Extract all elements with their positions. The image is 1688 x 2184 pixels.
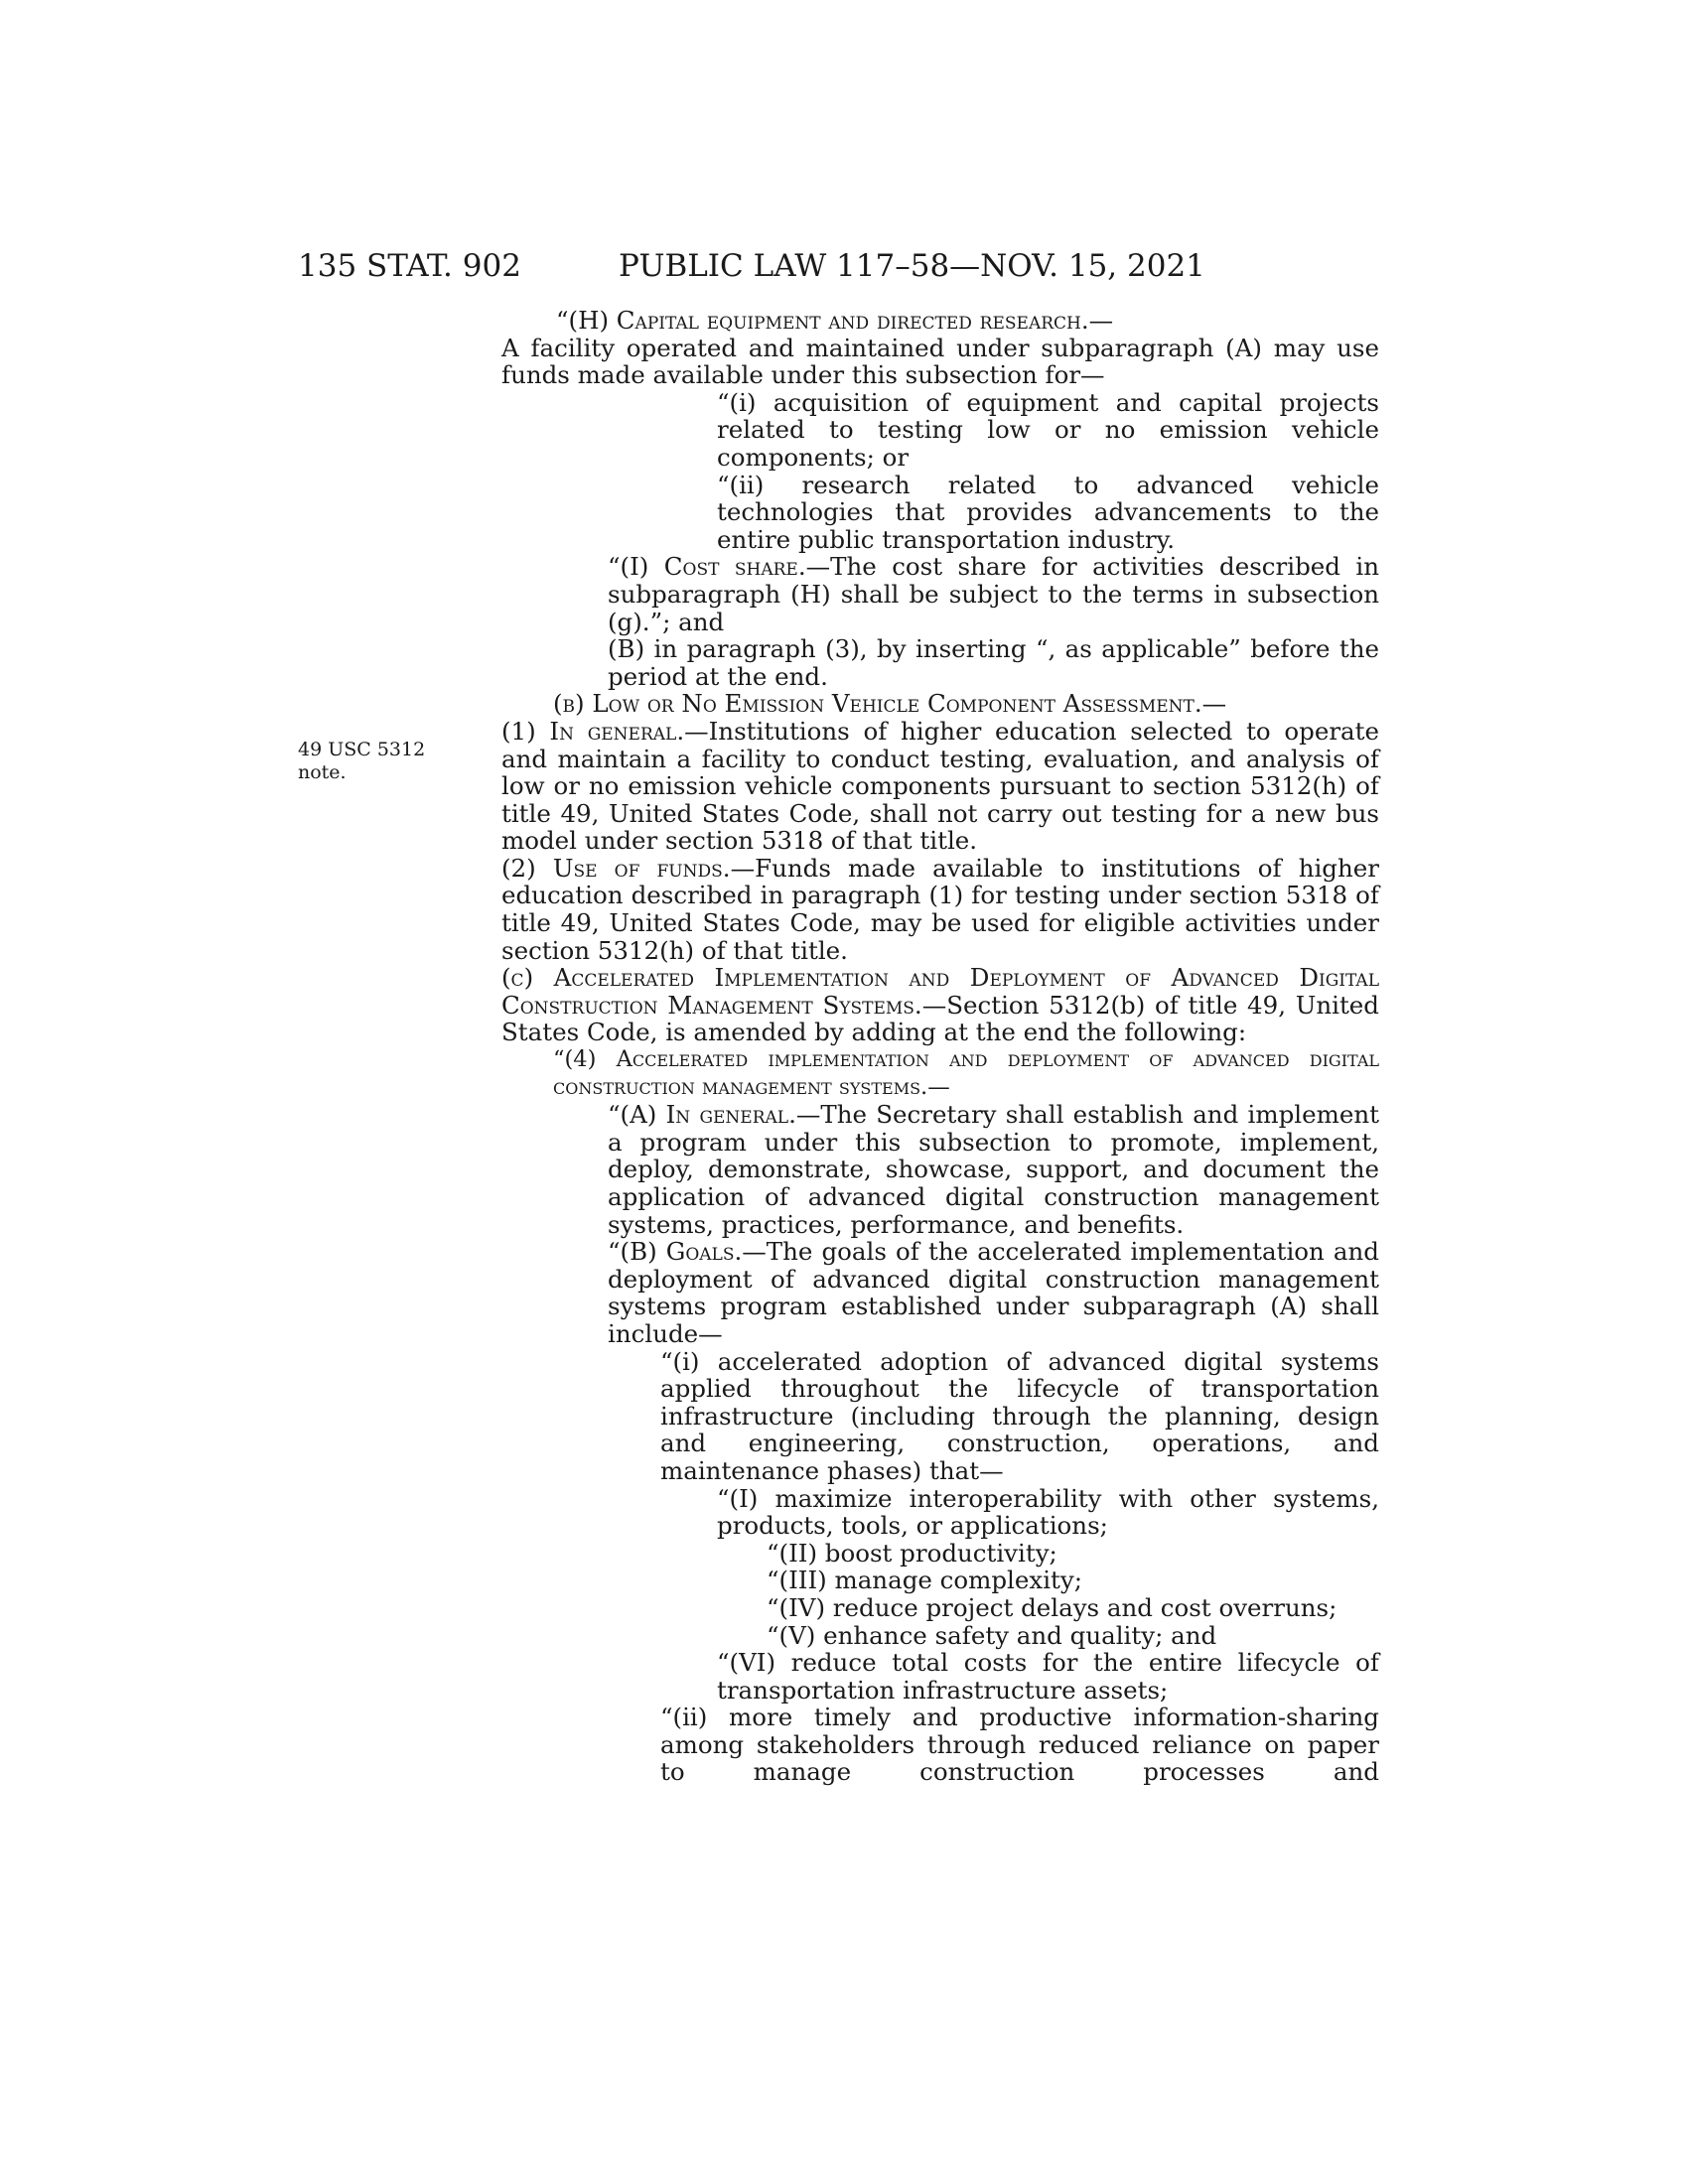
paragraph-b2 xyxy=(501,855,1379,964)
paragraph-b1 xyxy=(501,718,1379,855)
paragraph-text: “(V) enhance safety and quality; and xyxy=(767,1620,1217,1650)
paragraph-text: A facility operated and maintained under subparagraph (A) may use funds made available under this subsection for— xyxy=(501,333,1379,390)
paragraph-b-inserting xyxy=(608,635,1379,690)
paragraph-c4b-i xyxy=(660,1348,1379,1485)
paragraph-text: —Institutions of higher education selected to operate and maintain a facility to conduct testing, evaluation, and analysis of low or no emission vehicle components pursuant to section 5312(h) of title 49, United States Code, shall not carry out testing for a new bus model under section 5318 of that title. xyxy=(501,716,1379,856)
paragraph-c4a xyxy=(608,1101,1379,1238)
paragraph-c4b xyxy=(608,1238,1379,1347)
paragraph-text: “(ii) research related to advanced vehicle technologies that provides advancements to the entire public transportation industry. xyxy=(717,470,1379,554)
paragraph-heading: “(4) Accelerated implementation and deployment of advanced digital construction management systems.— xyxy=(553,1046,1379,1100)
margin-citation-line: note. xyxy=(298,761,347,783)
document-body xyxy=(0,307,1688,1786)
paragraph-text: “(i) acquisition of equipment and capital projects related to testing low or no emission vehicle components; or xyxy=(717,387,1379,472)
paragraph-h-ii xyxy=(717,472,1379,554)
paragraph-heading: “(B) Goals. xyxy=(608,1237,743,1267)
paragraph-h-body xyxy=(501,335,1379,389)
paragraph-text: —The cost share for activities described in subparagraph (H) shall be subject to the terms in subsection (g).”; and xyxy=(608,552,1379,636)
paragraph-c4-heading xyxy=(553,1046,1379,1101)
section-heading: (c) Accelerated Implementation and Deployment of Advanced Digital Construction Management Systems. xyxy=(501,963,1379,1020)
paragraph-heading: (1) In general. xyxy=(501,716,685,746)
paragraph-c4b-i-V xyxy=(767,1622,1379,1650)
paragraph-text: “(VI) reduce total costs for the entire lifecycle of transportation infrastructure assets; xyxy=(717,1648,1379,1705)
paragraph-text: —The Secretary shall establish and implement a program under this subsection to promote, implement, deploy, demonstrate, showcase, support, and document the application of advanced digital construction management systems, practices, performance, and benefits. xyxy=(608,1100,1379,1239)
paragraph-text: —Section 5312(b) of title 49, United States Code, is amended by adding at the end the following: xyxy=(501,990,1379,1047)
paragraph-heading: (2) Use of funds. xyxy=(501,853,731,883)
running-header: PUBLIC LAW 117–58—NOV. 15, 2021 xyxy=(619,248,1205,284)
paragraph-h-i xyxy=(717,389,1379,472)
paragraph-text: “(i) accelerated adoption of advanced digital systems applied throughout the lifecycle of transportation infrastructure (including through the planning, design and engineering, construction, operations, and maintenance phases) that— xyxy=(660,1346,1379,1485)
paragraph-text: “(IV) reduce project delays and cost overruns; xyxy=(767,1592,1337,1622)
paragraph-h-heading xyxy=(556,307,1379,335)
section-c xyxy=(501,964,1379,1046)
section-b-heading xyxy=(553,690,1379,718)
paragraph-c4b-i-IV xyxy=(767,1594,1379,1622)
margin-citation-line: 49 USC 5312 xyxy=(298,739,426,760)
paragraph-text: —The goals of the accelerated implementation and deployment of advanced digital construction management systems program established under subparagraph (A) shall include— xyxy=(608,1237,1379,1348)
paragraph-text: “(III) manage complexity; xyxy=(767,1566,1082,1595)
paragraph-heading: “(A) In general. xyxy=(608,1100,796,1130)
paragraph-i-cost-share xyxy=(608,553,1379,635)
paragraph-text: “(ii) more timely and productive information-sharing among stakeholders through reduced reliance on paper to manage construction processes and xyxy=(660,1703,1379,1787)
section-heading: (b) Low or No Emission Vehicle Component Assessment.— xyxy=(553,689,1227,719)
paragraph-heading: “(H) Capital equipment and directed research.— xyxy=(556,306,1114,335)
paragraph-text: “(II) boost productivity; xyxy=(767,1538,1057,1568)
paragraph-text: (B) in paragraph (3), by inserting “, as applicable” before the period at the end. xyxy=(608,634,1379,691)
paragraph-c4b-ii xyxy=(660,1704,1379,1786)
paragraph-text: “(I) maximize interoperability with other systems, products, tools, or applications; xyxy=(717,1483,1379,1541)
paragraph-c4b-i-VI xyxy=(717,1649,1379,1704)
paragraph-text: —Funds made available to institutions of higher education described in paragraph (1) for testing under section 5318 of title 49, United States Code, may be used for eligible activities under section 5312(h) of that title. xyxy=(501,853,1379,965)
paragraph-c4b-i-I xyxy=(717,1485,1379,1540)
paragraph-c4b-i-II xyxy=(767,1540,1379,1568)
statute-page-number: 135 STAT. 902 xyxy=(298,248,521,284)
paragraph-heading: “(I) Cost share. xyxy=(608,552,806,582)
paragraph-c4b-i-III xyxy=(767,1567,1379,1594)
